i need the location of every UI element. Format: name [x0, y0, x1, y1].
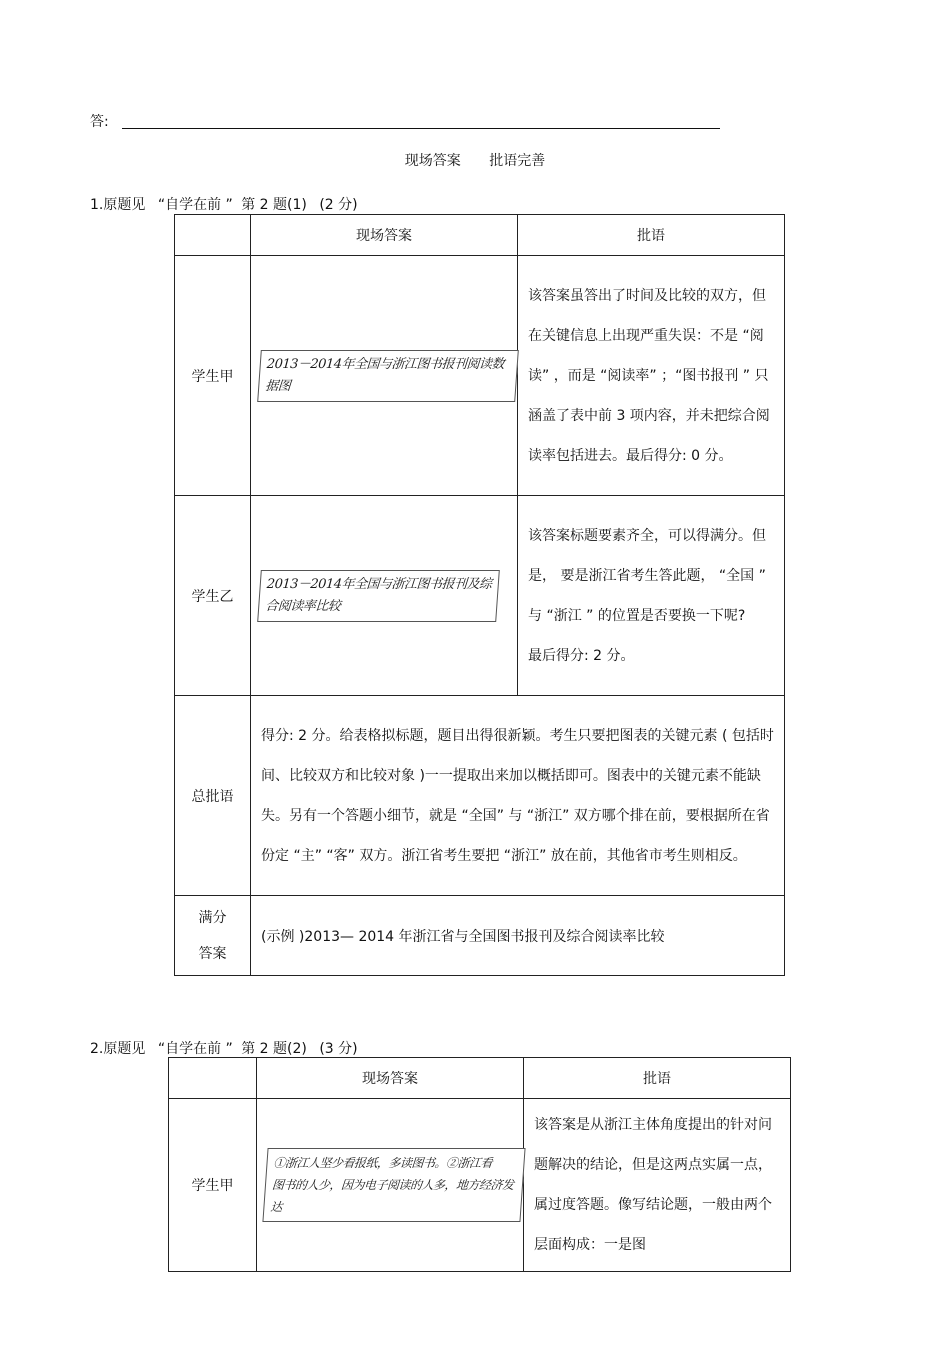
handwritten-answer	[262, 1148, 525, 1222]
q2-header-comment: 批语	[524, 1058, 791, 1099]
q2-score: (3 分)	[319, 1041, 358, 1057]
q1-header-answer: 现场答案	[251, 215, 518, 256]
page-title-right: 批语完善	[489, 153, 546, 169]
q1-heading	[90, 194, 358, 214]
q2-row1-answer	[257, 1099, 524, 1272]
q2-source: “自学在前 ”	[157, 1041, 233, 1057]
handwriting-line: ①浙江人坚少看报纸，多读图书。②浙江看	[273, 1156, 493, 1170]
table-row	[175, 696, 785, 896]
page-title	[0, 150, 950, 170]
table-row	[175, 896, 785, 976]
q1-row2-label: 学生乙	[175, 496, 251, 696]
model-label-line: 答案	[198, 945, 227, 962]
handwriting-line: 图书的人少，因为电子阅读的人多，地方经济发达	[269, 1178, 515, 1214]
q1-corner-cell	[175, 215, 251, 256]
handwritten-answer	[257, 350, 519, 402]
q2-header-answer: 现场答案	[257, 1058, 524, 1099]
q1-number: 1.原题见	[90, 197, 146, 213]
q2-row1-comment: 该答案是从浙江主体角度提出的针对问题解决的结论，但是这两点实属一点，属过度答题。像写结论题，一般由两个层面构成：一是图	[524, 1099, 791, 1272]
q1-item: 第 2 题(1)	[241, 197, 307, 213]
q1-model-answer: (示例 )2013— 2014 年浙江省与全国图书报刊及综合阅读率比较	[251, 896, 785, 976]
handwritten-answer	[257, 570, 499, 622]
q1-row2-comment	[518, 496, 785, 696]
q2-heading	[90, 1038, 358, 1058]
table-row	[175, 496, 785, 696]
q1-row2-comment-text: 该答案标题要素齐全，可以得满分。但是， 要是浙江省考生答此题， “全国 ” 与 “浙江 ” 的位置是否要换一下呢?	[528, 527, 766, 624]
q2-table	[168, 1057, 791, 1272]
answer-label: 答:	[90, 114, 109, 130]
q1-summary-text: 得分: 2 分。给表格拟标题，题目出得很新颖。考生只要把图表的关键元素 ( 包括时间、比较双方和比较对象 )一一提取出来加以概括即可。图表中的关键元素不能缺失。另有一个答题小细节，就是 “全国” 与 “浙江” 双方哪个排在前，要根据所在省份定 “主” “客” 双方。浙江省考生要把 “浙江” 放在前，其他省市考生则相反。	[251, 696, 785, 896]
answer-underline	[122, 128, 720, 129]
table-row	[169, 1099, 791, 1272]
q1-row1-label: 学生甲	[175, 256, 251, 496]
q1-row1-answer	[251, 256, 518, 496]
page-title-left: 现场答案	[404, 153, 461, 169]
q1-table	[174, 214, 785, 976]
q1-row2-answer	[251, 496, 518, 696]
handwriting-line: 2013－2014年全国与浙江图书报刊及综	[266, 576, 493, 592]
answer-line	[90, 111, 730, 131]
handwriting-line: 2013－2014年全国与浙江图书报刊阅读数据图	[264, 356, 505, 394]
q1-summary-label: 总批语	[175, 696, 251, 896]
q1-row1-comment: 该答案虽答出了时间及比较的双方，但在关键信息上出现严重失误：不是 “阅读” ，而是 “阅读率” ；“图书报刊 ” 只涵盖了表中前 3 项内容，并未把综合阅读率包括进去。最后得分: 0 分。	[518, 256, 785, 496]
table-row	[175, 256, 785, 496]
q1-score: (2 分)	[319, 197, 358, 213]
q1-row2-score: 最后得分: 2 分。	[528, 647, 635, 664]
q2-row1-label: 学生甲	[169, 1099, 257, 1272]
q1-header-comment: 批语	[518, 215, 785, 256]
q2-number: 2.原题见	[90, 1041, 146, 1057]
model-label-line: 满分	[198, 909, 227, 926]
q2-item: 第 2 题(2)	[241, 1041, 307, 1057]
q2-corner-cell	[169, 1058, 257, 1099]
handwriting-line: 合阅读率比较	[264, 598, 341, 614]
q1-source: “自学在前 ”	[157, 197, 233, 213]
q1-model-label	[175, 896, 251, 976]
